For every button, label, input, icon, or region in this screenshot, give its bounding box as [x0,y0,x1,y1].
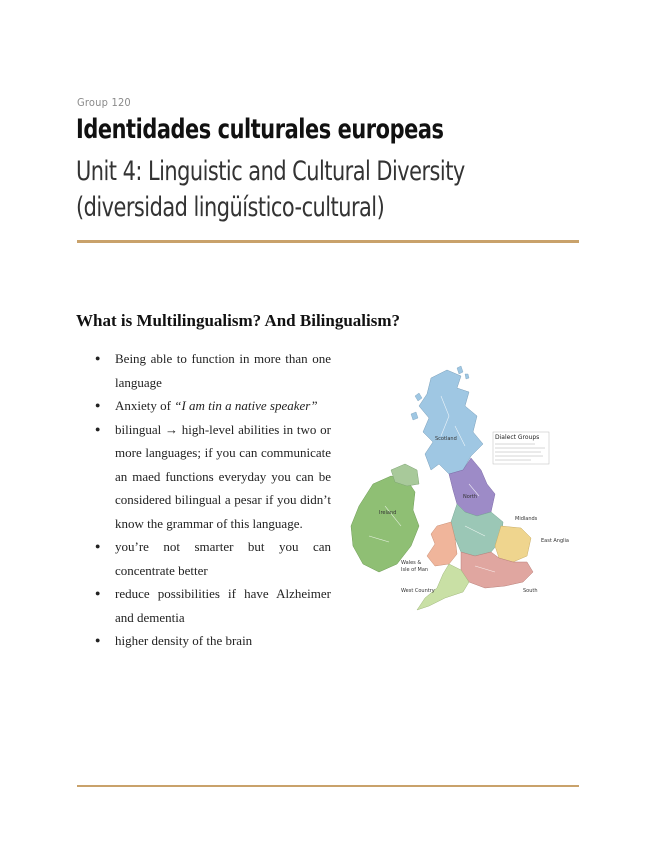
dialect-map [345,366,569,616]
top-divider [77,240,579,243]
list-item-quote: “I am tin a native speaker” [174,398,318,413]
page-subtitle: Unit 4: Linguistic and Cultural Diversity (diversidad lingüístico-cultural) [76,156,465,223]
label-south: South [523,588,538,594]
label-wales: Wales & [401,560,422,566]
label-midlands: Midlands [515,516,538,522]
list-item: ● Being able to function in more than one language [95,347,331,394]
label-ireland: Ireland [379,510,397,516]
label-north: North [463,494,477,500]
dialect-map-svg [345,366,569,616]
list-item: ● you’re not smarter but you can concentrate better [95,535,331,582]
list-item: ● higher density of the brain [95,629,331,653]
page-title: Identidades culturales europeas [76,114,444,145]
label-west-country: West Country [401,588,435,594]
section-heading: What is Multilingualism? And Bilingualism? [76,311,401,330]
label-wales-isle: Isle of Man [401,567,429,573]
list-item: ● bilingual → high-level abilities in two or more languages; if you can communicate an maed functions everyday you can be considered bilingual a pesar if you didn’t know the grammar of this language. [95,418,331,536]
list-item: ● reduce possibilities if have Alzheimer and dementia [95,582,331,629]
scotland-region [419,370,483,474]
list-item [95,394,331,418]
label-scotland: Scotland [435,436,457,442]
label-east-anglia: East Anglia [541,538,569,544]
bottom-divider [77,785,579,787]
ireland-region [351,476,422,572]
group-label: Group 120 [77,96,131,109]
wales-region [427,522,457,566]
bullet-list [95,347,331,653]
legend-title: Dialect Groups [495,434,540,441]
list-item-text: Anxiety of [115,398,175,413]
east-anglia-region [495,526,531,562]
